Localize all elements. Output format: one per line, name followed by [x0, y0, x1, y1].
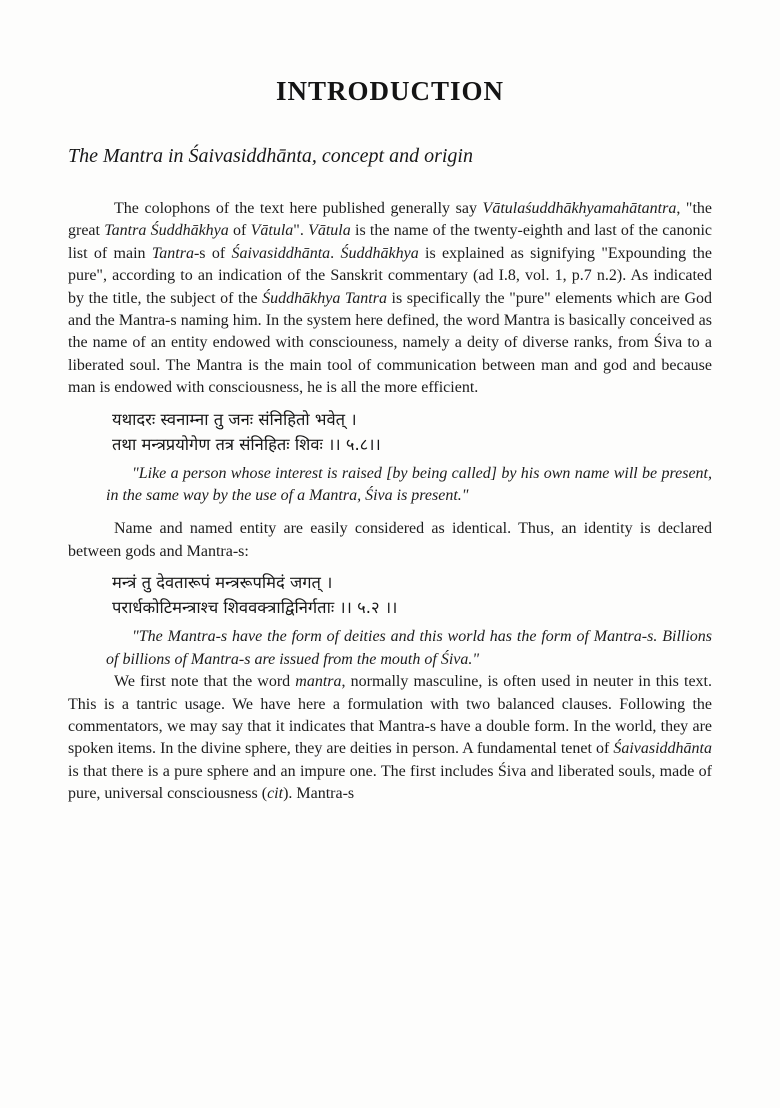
- page-title: INTRODUCTION: [275, 76, 505, 106]
- verse-translation-1: "Like a person whose interest is raised [by being called] by his own name will be present, in the same way by the use of a Mantra, Śiva is present.": [106, 464, 712, 505]
- sanskrit-verse-2: [112, 570, 712, 620]
- verse-line: यथादरः स्वनाम्ना तु जनः संनिहितो भवेत् ।: [112, 409, 357, 429]
- verse-line: परार्धकोटिमन्त्राश्च शिववक्त्राद्विनिर्गताः ।। ५.२ ।।: [112, 598, 398, 618]
- intro-paragraph-2: Name and named entity are easily considered as identical. Thus, an identity is declared between gods and Mantra-s:: [68, 520, 712, 560]
- intro-paragraph-3: We first note that the word mantra, normally masculine, is often used in neuter in this text. This is a tantric usage. We have here a formulation with two balanced clauses. Following the commentators, we may say that it indicates that Mantra-s have a double form. In the world, they are spoken items. In the divine sphere, they are deities in person. A fundamental tenet of Śaivasiddhānta is that there is a pure sphere and an impure one. The first includes Śiva and liberated souls, made of pure, universal consciousness (cit). Mantra-s: [68, 673, 713, 803]
- verse-translation-2: "The Mantra-s have the form of deities and this world has the form of Mantra-s. Billions of billions of Mantra-s are issued from the mouth of Śiva.": [106, 628, 712, 668]
- verse-line: तथा मन्त्रप्रयोगेण तत्र संनिहितः शिवः ।। ५.८।।: [112, 434, 381, 454]
- verse-line: मन्त्रं तु देवतारूपं मन्त्ररूपमिदं जगत् ।: [112, 573, 333, 593]
- sanskrit-verse-1: [112, 407, 712, 457]
- section-heading: The Mantra in Śaivasiddhānta, concept and origin: [68, 145, 473, 167]
- intro-paragraph-1: The colophons of the text here published generally say Vātulaśuddhākhyamahātantra, "the great Tantra Śuddhākhya of Vātula". Vātula is the name of the twenty-eighth and last of the canonic list of main Tantra-s of Śaivasiddhānta. Śuddhākhya is explained as signifying "Expounding the pure", according to an indication of the Sanskrit commentary (ad I.8, vol. 1, p.7 n.2). As indicated by the title, the subject of the Śuddhākhya Tantra is specifically the "pure" elements which are God and the Mantra-s naming him. In the system here defined, the word Mantra is basically conceived as the name of an entity endowed with consciouness, namely a deity of diverse ranks, from Śiva to a liberated soul. The Mantra is the main tool of communication between man and god and because man is endowed with consciousness, he is all the more efficient.: [68, 200, 713, 397]
